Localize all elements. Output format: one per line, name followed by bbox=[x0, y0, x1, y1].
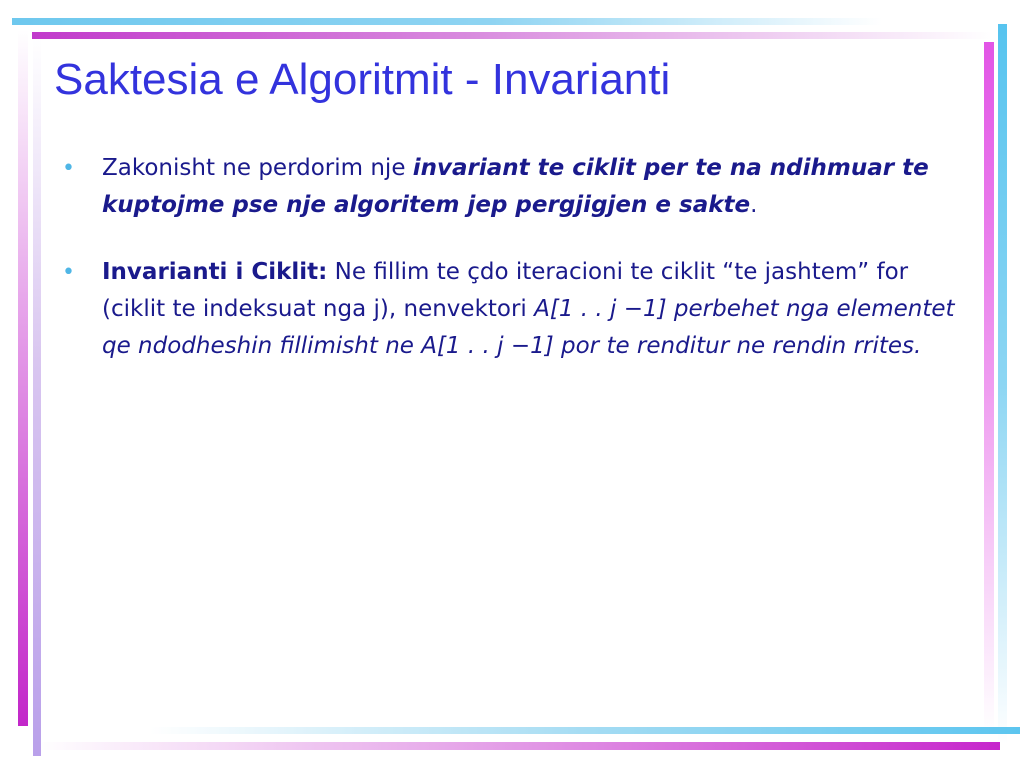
frame-top-cyan-bar bbox=[12, 18, 882, 25]
frame-right-cyan-bar bbox=[998, 24, 1007, 744]
slide-title: Saktesia e Algoritmit - Invarianti bbox=[54, 55, 671, 104]
frame-bottom-magenta-bar bbox=[36, 742, 1000, 750]
bullet-2-formula: A[1 . . j −1] perbehet nga elementet qe ndodheshin fillimisht ne A[1 . . j −1] por te renditur ne rendin rrites. bbox=[102, 296, 955, 359]
bullet-2-label: Invarianti i Ciklit: bbox=[102, 259, 328, 285]
frame-left-magenta-bar bbox=[18, 30, 28, 726]
bullet-1-text: Zakonisht ne perdorim nje bbox=[102, 155, 413, 181]
bullet-1-period: . bbox=[750, 192, 758, 218]
slide-content bbox=[62, 150, 977, 395]
bullet-item-2 bbox=[62, 254, 977, 365]
frame-left-lilac-bar bbox=[33, 38, 41, 756]
frame-top-magenta-bar bbox=[32, 32, 992, 39]
bullet-item-1 bbox=[62, 150, 977, 224]
bullet-2-text: Ne fillim te çdo iteracioni te ciklit “te jashtem” for (ciklit te indeksuat nga j), nenvektori bbox=[102, 259, 909, 322]
frame-right-magenta-bar bbox=[984, 42, 994, 732]
bullet-1-emphasis: invariant te ciklit per te na ndihmuar te kuptojme pse nje algoritem jep pergjigjen e sakte bbox=[102, 155, 929, 218]
frame-bottom-cyan-bar bbox=[150, 727, 1020, 734]
bullet-marker: • bbox=[62, 260, 75, 285]
bullet-marker: • bbox=[62, 156, 75, 181]
